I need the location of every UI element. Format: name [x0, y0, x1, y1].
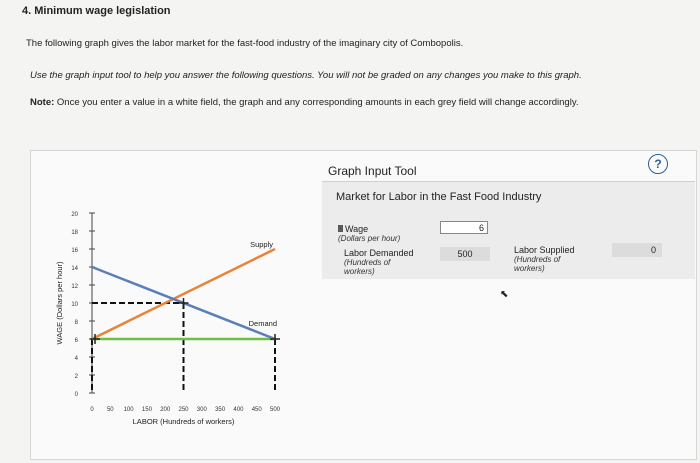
x-tick-label-100: 100	[123, 407, 134, 413]
labor-demanded-unit: (Hundreds of workers)	[344, 258, 391, 276]
x-tick-label-400: 400	[233, 407, 244, 413]
chart-svg[interactable]	[30, 150, 300, 458]
arrow-cursor-icon: ⬉	[500, 289, 509, 300]
question-title: 4. Minimum wage legislation	[22, 5, 171, 17]
y-tick-label-2: 2	[74, 374, 78, 380]
wage-label: Wage	[345, 224, 369, 234]
y-tick-label-10: 10	[71, 302, 78, 308]
demand-label: Demand	[248, 319, 277, 328]
note-text	[30, 97, 579, 108]
x-axis-label: LABOR (Hundreds of workers)	[132, 417, 235, 426]
y-tick-label-8: 8	[74, 320, 78, 326]
x-tick-label-450: 450	[251, 407, 262, 413]
note-label: Note:	[30, 97, 55, 108]
wage-marker-icon	[338, 225, 343, 232]
y-axis-label: WAGE (Dollars per hour)	[55, 261, 64, 345]
labor-supplied-value: 0	[612, 243, 662, 257]
graph-input-tool-title: Graph Input Tool	[328, 164, 417, 178]
question-intro: The following graph gives the labor market for the fast-food industry of the imaginary city of Combopolis.	[26, 38, 464, 49]
y-tick-label-18: 18	[71, 230, 78, 236]
instruction-text: Use the graph input tool to help you answer the following questions. You will not be graded on any changes you make to this graph.	[30, 70, 582, 81]
y-tick-label-14: 14	[71, 266, 78, 272]
labor-demanded-label: Labor Demanded	[344, 248, 414, 258]
wage-unit: (Dollars per hour)	[338, 234, 401, 243]
help-icon[interactable]: ?	[648, 154, 668, 174]
note-body: Once you enter a value in a white field, the graph and any corresponding amounts in each grey field will change accordingly.	[54, 97, 579, 108]
x-tick-label-300: 300	[196, 407, 207, 413]
market-title: Market for Labor in the Fast Food Industry	[336, 191, 542, 203]
labor-supplied-unit: (Hundreds of workers)	[514, 255, 561, 273]
wage-label-block	[338, 225, 400, 243]
labor-demanded-label-block	[344, 249, 414, 276]
y-tick-label-6: 6	[74, 338, 78, 344]
y-tick-label-12: 12	[71, 284, 78, 290]
wage-input[interactable]: 6	[440, 221, 488, 234]
labor-demanded-value: 500	[440, 247, 490, 261]
y-tick-label-4: 4	[74, 356, 78, 362]
labor-supplied-label: Labor Supplied	[514, 245, 575, 255]
x-tick-label-200: 200	[160, 407, 171, 413]
x-tick-label-250: 250	[178, 407, 189, 413]
supply-label: Supply	[250, 240, 273, 249]
x-tick-label-150: 150	[141, 407, 152, 413]
labor-supplied-label-block	[514, 246, 584, 273]
x-tick-label-0: 0	[90, 407, 94, 413]
x-tick-label-50: 50	[106, 407, 114, 413]
y-tick-label-20: 20	[71, 212, 78, 218]
x-tick-label-350: 350	[215, 407, 226, 413]
x-tick-label-500: 500	[269, 407, 281, 413]
y-tick-label-0: 0	[74, 392, 78, 398]
y-tick-label-16: 16	[71, 248, 78, 254]
labor-market-graph[interactable]	[30, 150, 300, 458]
